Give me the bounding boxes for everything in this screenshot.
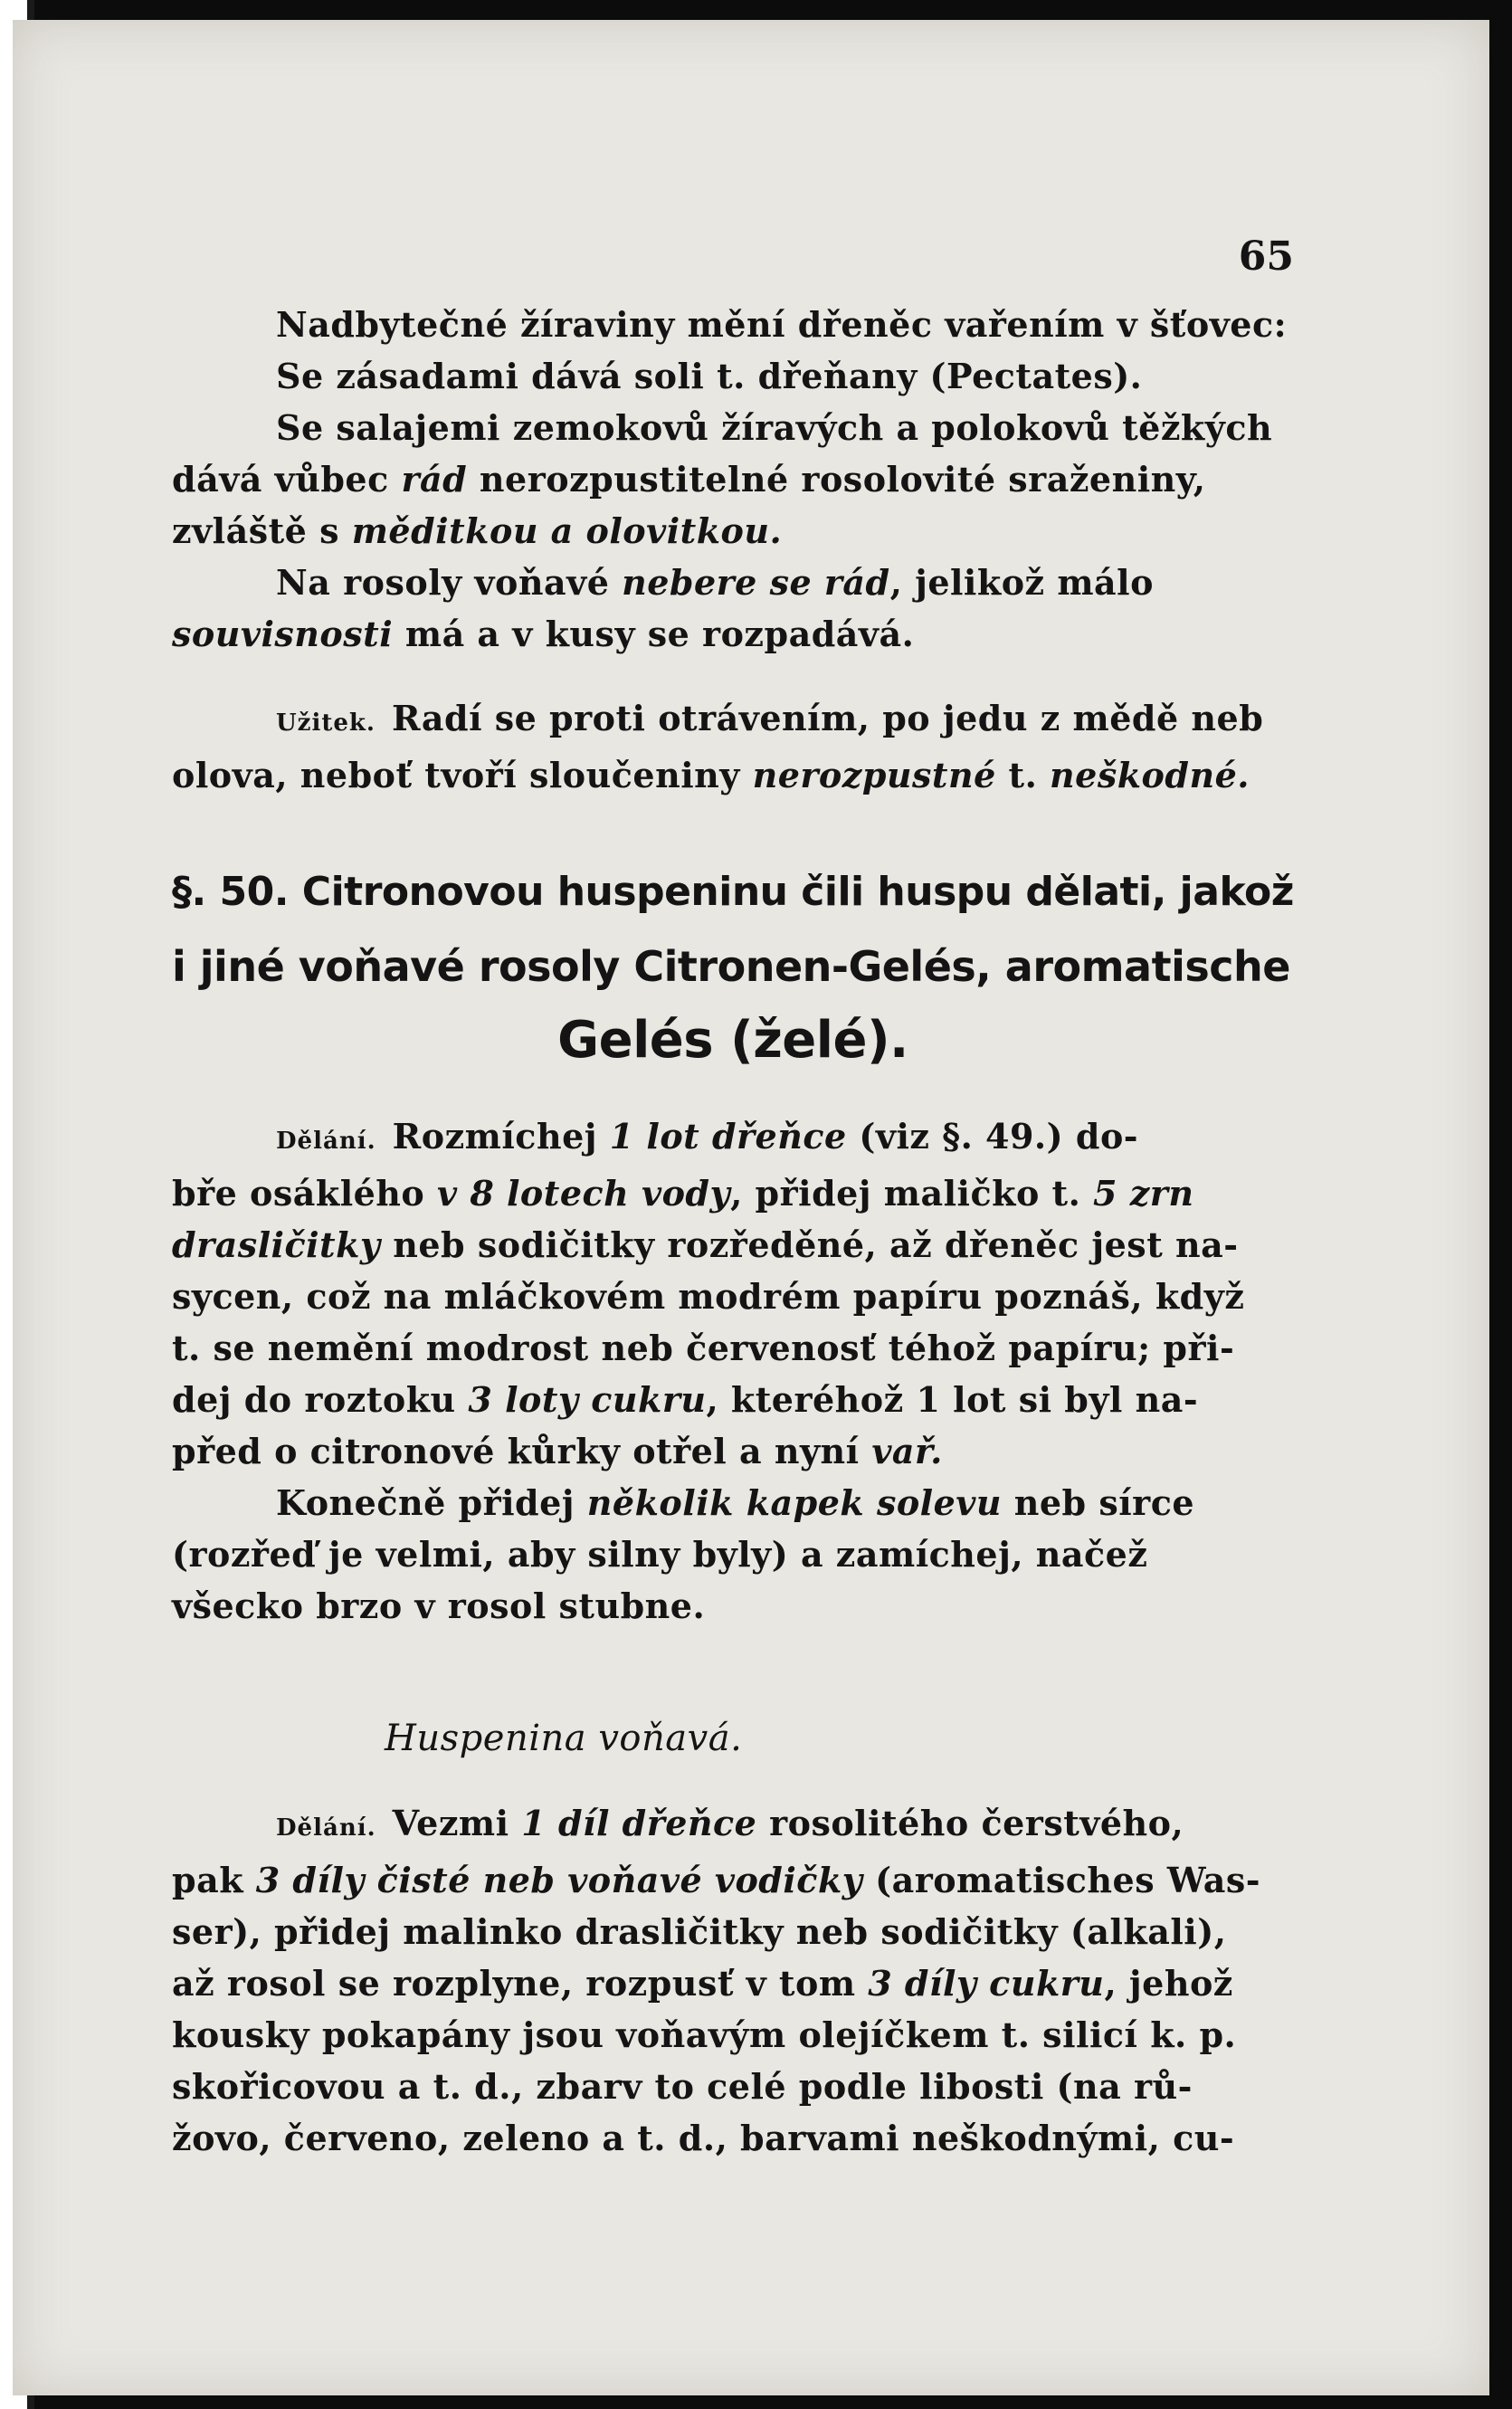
text-line: Dělání. Rozmíchej 1 lot dřeňce (viz §. 49.) do-	[276, 1116, 1139, 1157]
text-line: t. se nemění modrost neb červenosť téhož papíru; při-	[172, 1328, 1235, 1368]
text-line: Dělání. Vezmi 1 díl dřeňce rosolitého čerstvého,	[276, 1803, 1184, 1843]
text-line: Užitek. Radí se proti otrávením, po jedu z mědě neb	[276, 698, 1264, 738]
text-line: Se zásadami dává soli t. dřeňany (Pectates).	[276, 356, 1143, 396]
text-line: Na rosoly voňavé nebere se rád, jelikož málo	[276, 562, 1154, 603]
text-line: Nadbytečné žíraviny mění dřeněc vařením v šťovec:	[276, 304, 1288, 345]
text-line: sycen, což na mláčkovém modrém papíru poznáš, když	[172, 1276, 1245, 1317]
text-line: (rozřeď je velmi, aby silny byly) a zamíchej, načež	[172, 1534, 1148, 1575]
text-line: ser), přidej malinko drasličitky neb sodičitky (alkali),	[172, 1911, 1227, 1952]
runin-label: Dělání.	[276, 1128, 376, 1155]
subsection-title: Huspenina voňavá.	[385, 1718, 743, 1759]
section-heading: Gelés (želé).	[557, 1011, 908, 1070]
text-line: žovo, červeno, zeleno a t. d., barvami neškodnými, cu-	[172, 2118, 1235, 2158]
text-line: souvisnosti má a v kusy se rozpadává.	[172, 614, 915, 654]
text-line: bře osáklého v 8 lotech vody, přidej maličko t. 5 zrn	[172, 1173, 1194, 1214]
text-line: dává vůbec rád nerozpustitelné rosolovité sraženiny,	[172, 459, 1206, 500]
text-line: všecko brzo v rosol stubne.	[172, 1585, 706, 1626]
text-line: olova, neboť tvoří sloučeniny nerozpustné t. neškodné.	[172, 755, 1250, 795]
text-line: pak 3 díly čisté neb voňavé vodičky (aromatisches Was-	[172, 1860, 1260, 1900]
text-line: dej do roztoku 3 loty cukru, kteréhož 1 lot si byl na-	[172, 1379, 1199, 1420]
page-text	[172, 299, 1294, 2164]
section-heading: i jiné voňavé rosoly Citronen-Gelés, aromatische	[172, 942, 1290, 991]
text-line: Konečně přidej několik kapek solevu neb sírce	[276, 1482, 1195, 1523]
text-line: před o citronové kůrky otřel a nyní vař.	[172, 1431, 943, 1471]
text-line: Se salajemi zemokovů žíravých a polokovů těžkých	[276, 407, 1273, 448]
text-line: kousky pokapány jsou voňavým olejíčkem t. silicí k. p.	[172, 2014, 1237, 2055]
section-heading: §. 50. Citronovou huspeninu čili huspu dělati, jakož	[172, 869, 1294, 915]
text-line: drasličitky neb sodičitky rozředěné, až dřeněc jest na-	[172, 1224, 1239, 1265]
text-line: zvláště s měditkou a olovitkou.	[172, 510, 783, 551]
page-number: 65	[1238, 233, 1294, 280]
text-line: až rosol se rozplyne, rozpusť v tom 3 díly cukru, jehož	[172, 1963, 1233, 2004]
runin-label: Dělání.	[276, 1814, 376, 1842]
runin-label: Užitek.	[276, 709, 376, 737]
text-line: skořicovou a t. d., zbarv to celé podle libosti (na rů-	[172, 2066, 1193, 2107]
